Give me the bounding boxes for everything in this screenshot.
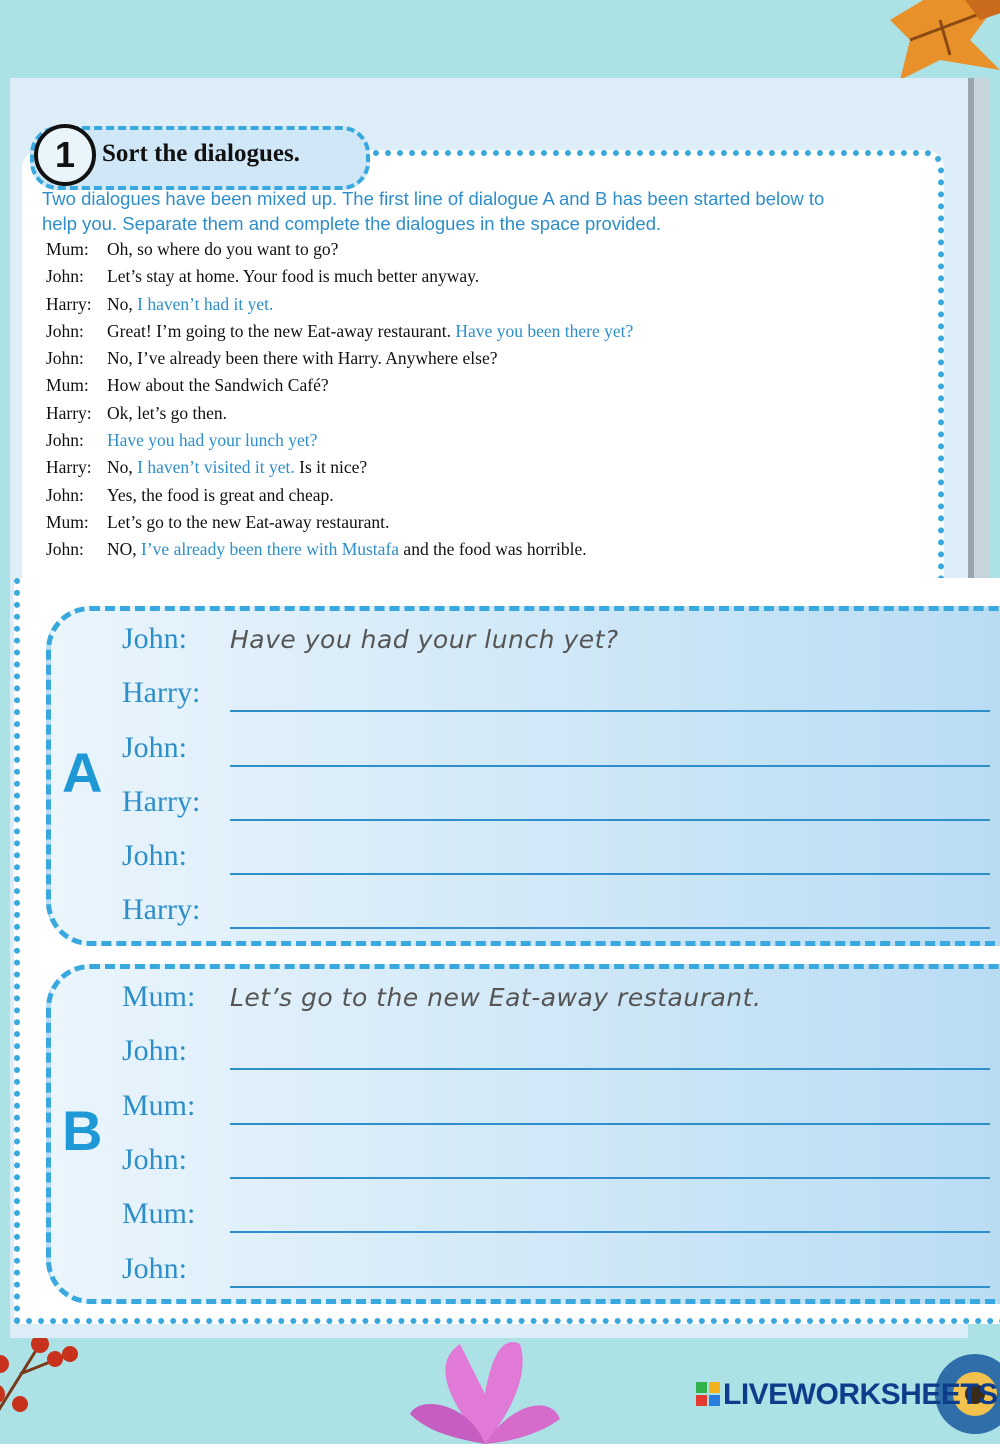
- line-text: Oh, so where do you want to go?: [107, 239, 339, 259]
- dialogue-a-row: [122, 727, 990, 767]
- dialogue-line: [46, 539, 926, 566]
- speaker: John:: [46, 430, 84, 451]
- line-highlight: I’ve already been there with Mustafa: [141, 539, 400, 560]
- dialogue-line: [46, 239, 926, 266]
- line-text: Ok, let’s go then.: [107, 402, 228, 423]
- dialogue-a-row: [122, 672, 990, 712]
- speaker-label: John:: [122, 839, 188, 872]
- line-rest: Is it nice?: [294, 457, 368, 478]
- answer-input-line[interactable]: [230, 1177, 990, 1179]
- speaker: John:: [46, 484, 84, 505]
- answer-input-line[interactable]: [230, 819, 990, 821]
- speaker: Mum:: [46, 511, 89, 532]
- dialogue-a-row: [122, 618, 990, 658]
- answer-input-line[interactable]: [230, 1286, 990, 1288]
- page-edge-shadow: [968, 78, 974, 588]
- speaker-label: John:: [122, 622, 188, 655]
- speaker-label: Mum:: [122, 980, 196, 1013]
- line-highlight: Have you had your lunch yet?: [107, 430, 318, 451]
- dialogue-line: [46, 485, 926, 512]
- speaker-label: John:: [122, 1034, 188, 1067]
- speaker-label: Mum:: [122, 1197, 196, 1230]
- speaker-label: John:: [122, 1252, 188, 1285]
- dialogue-a-row: [122, 781, 990, 821]
- pink-flower-decoration: [410, 1324, 560, 1444]
- given-answer: Have you had your lunch yet?: [230, 625, 619, 654]
- logo-text: LIVEWORKSHEETS: [723, 1378, 998, 1411]
- line-highlight: I haven’t visited it yet.: [137, 457, 295, 478]
- dialogue-line: [46, 430, 926, 457]
- speaker-label: John:: [122, 1143, 188, 1176]
- given-answer: Let’s go to the new Eat-away restaurant.: [230, 983, 762, 1012]
- dialogue-b-letter: B: [62, 1099, 103, 1162]
- line-text: No,: [107, 293, 138, 314]
- logo-icon: [696, 1382, 720, 1406]
- dialogue-b-row: [122, 1139, 990, 1179]
- dialogue-b-row: [122, 1085, 990, 1125]
- answer-input-line[interactable]: [230, 765, 990, 767]
- line-text: Let’s go to the new Eat-away restaurant.: [107, 511, 390, 532]
- line-highlight: I haven’t had it yet.: [137, 293, 274, 314]
- answer-input-line[interactable]: [230, 710, 990, 712]
- dialogue-line: [46, 348, 926, 375]
- speaker: Harry:: [46, 457, 92, 478]
- dialogue-b-row: [122, 1193, 990, 1233]
- dialogue-a-letter: A: [62, 741, 103, 804]
- dialogue-line: [46, 266, 926, 293]
- answer-input-line[interactable]: [230, 1231, 990, 1233]
- speaker: Harry:: [46, 293, 92, 314]
- answer-input-line[interactable]: [230, 1123, 990, 1125]
- answer-input-line[interactable]: [230, 927, 990, 929]
- line-rest: and the food was horrible.: [399, 539, 587, 560]
- mixed-dialogue-list: [46, 239, 926, 567]
- speaker: Mum:: [46, 375, 89, 396]
- speaker-label: Mum:: [122, 1089, 196, 1122]
- answer-input-line[interactable]: [230, 873, 990, 875]
- speaker: Mum:: [46, 239, 89, 259]
- dialogue-line: [46, 321, 926, 348]
- speaker: John:: [46, 266, 84, 287]
- speaker-label: Harry:: [122, 893, 201, 926]
- line-text: No, I’ve already been there with Harry. Anywhere else?: [107, 348, 498, 369]
- answer-input-line[interactable]: [230, 1068, 990, 1070]
- line-text: Let’s stay at home. Your food is much better anyway.: [107, 266, 480, 287]
- exercise-instruction: Two dialogues have been mixed up. The first line of dialogue A and B has been started below to help you. Separate them and complete the dialogues in the space provided.: [42, 188, 825, 234]
- dialogue-b-row: [122, 1030, 990, 1070]
- dialogue-b-row: [122, 1248, 990, 1288]
- speaker-label: Harry:: [122, 785, 201, 818]
- speaker: Harry:: [46, 402, 92, 423]
- speaker: John:: [46, 348, 84, 369]
- dialogue-a-row: [122, 889, 990, 929]
- line-text: No,: [107, 457, 138, 478]
- dialogue-line: [46, 375, 926, 402]
- dialogue-line: [46, 403, 926, 430]
- speaker: John:: [46, 539, 84, 560]
- speaker: John:: [46, 320, 84, 341]
- dialogue-line: [46, 294, 926, 321]
- dialogue-line: [46, 457, 926, 484]
- dialogue-a-row: [122, 835, 990, 875]
- liveworksheets-logo[interactable]: [696, 1378, 998, 1412]
- line-text: Yes, the food is great and cheap.: [107, 484, 334, 505]
- exercise-number: 1: [34, 124, 96, 186]
- dialogue-b-row: [122, 976, 990, 1016]
- line-text: NO,: [107, 539, 142, 560]
- exercise-title: Sort the dialogues.: [102, 140, 300, 167]
- speaker-label: John:: [122, 731, 188, 764]
- speaker-label: Harry:: [122, 676, 201, 709]
- line-highlight: Have you been there yet?: [455, 320, 634, 341]
- line-text: How about the Sandwich Café?: [107, 375, 329, 396]
- line-text: Great! I’m going to the new Eat-away restaurant.: [107, 320, 456, 341]
- dialogue-line: [46, 512, 926, 539]
